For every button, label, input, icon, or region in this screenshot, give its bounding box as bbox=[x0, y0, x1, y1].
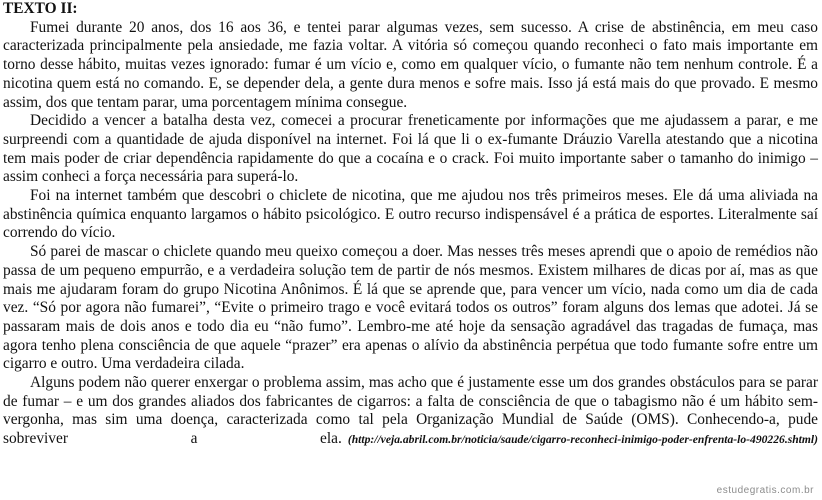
paragraph-1: Fumei durante 20 anos, dos 16 aos 36, e tentei parar algumas vezes, sem sucesso. A crise de abstinência, em meu caso caracterizada principalmente pela ansiedade, me fazia voltar. A vitória só começou quando reconheci o fato mais importante em torno desse hábito, muitas vezes ignorado: fumar é um vício e, como em qualquer vício, o fumante não tem nenhum controle. É a nicotina quem está no comando. E, se depender dela, a gente dura menos e sofre mais. Isso já está mais do que provado. E mesmo assim, dos que tentam parar, uma porcentagem mínima consegue. bbox=[3, 18, 818, 111]
paragraph-4: Só parei de mascar o chiclete quando meu queixo começou a doer. Mas nesses três meses aprendi que o apoio de remédios não passa de um pequeno empurrão, e a verdadeira solução tem de partir de nós mesmos. Existem milhares de dicas por aí, mas as que mais me ajudaram foram do grupo Nicotina Anônimos. É lá que se aprende que, para vencer um vício, nada como um dia de cada vez. “Só por agora não fumarei”, “Evite o primeiro trago e você evitará todos os outros” foram alguns dos lemas que adotei. Já se passaram mais de dois anos e todo dia eu “não fumo”. Lembro-me até hoje da sensação agradável das tragadas de fumaça, mas agora tenho plena consciência de que aquele “prazer” era apenas o alívio da abstinência perpétua que todo fumante sofre entre um cigarro e outro. Uma verdadeira cilada. bbox=[3, 243, 818, 373]
paragraph-5-text: Alguns podem não querer enxergar o problema assim, mas acho que é justamente esse um dos grandes obstáculos para se parar de fumar – e um dos grandes aliados dos fabricantes de cigarros: a falta de consciência de que o tabagismo não é um hábito sem-vergonha, mas sim uma doença, caracterizada como tal pela Organização Mundial de Saúde (OMS). Conhecendo-a, pude sobreviver a ela. bbox=[3, 374, 818, 448]
document bbox=[3, 0, 818, 450]
watermark: estudegratis.com.br bbox=[716, 485, 814, 496]
document-title: TEXTO II: bbox=[3, 0, 78, 17]
source-citation: (http://veja.abril.com.br/noticia/saude/cigarro-reconheci-inimigo-poder-enfrenta-lo-490226.shtml) bbox=[347, 433, 818, 447]
paragraph-2: Decidido a vencer a batalha desta vez, comecei a procurar freneticamente por informações que me ajudassem a parar, e me surpreendi com a quantidade de ajuda disponível na internet. Foi lá que li o ex-fumante Dráuzio Varella atestando que a nicotina tem mais poder de criar dependência rapidamente do que a cocaína e o crack. Foi muito importante saber o tamanho do inimigo – assim conheci a força necessária para superá-lo. bbox=[3, 112, 818, 186]
paragraph-3: Foi na internet também que descobri o chiclete de nicotina, que me ajudou nos três primeiros meses. Ele dá uma aliviada na abstinência química enquanto largamos o hábito psicológico. E outro recurso indispensável é a prática de esportes. Literalmente saí correndo do vício. bbox=[3, 187, 818, 242]
paragraph-5 bbox=[3, 374, 818, 450]
